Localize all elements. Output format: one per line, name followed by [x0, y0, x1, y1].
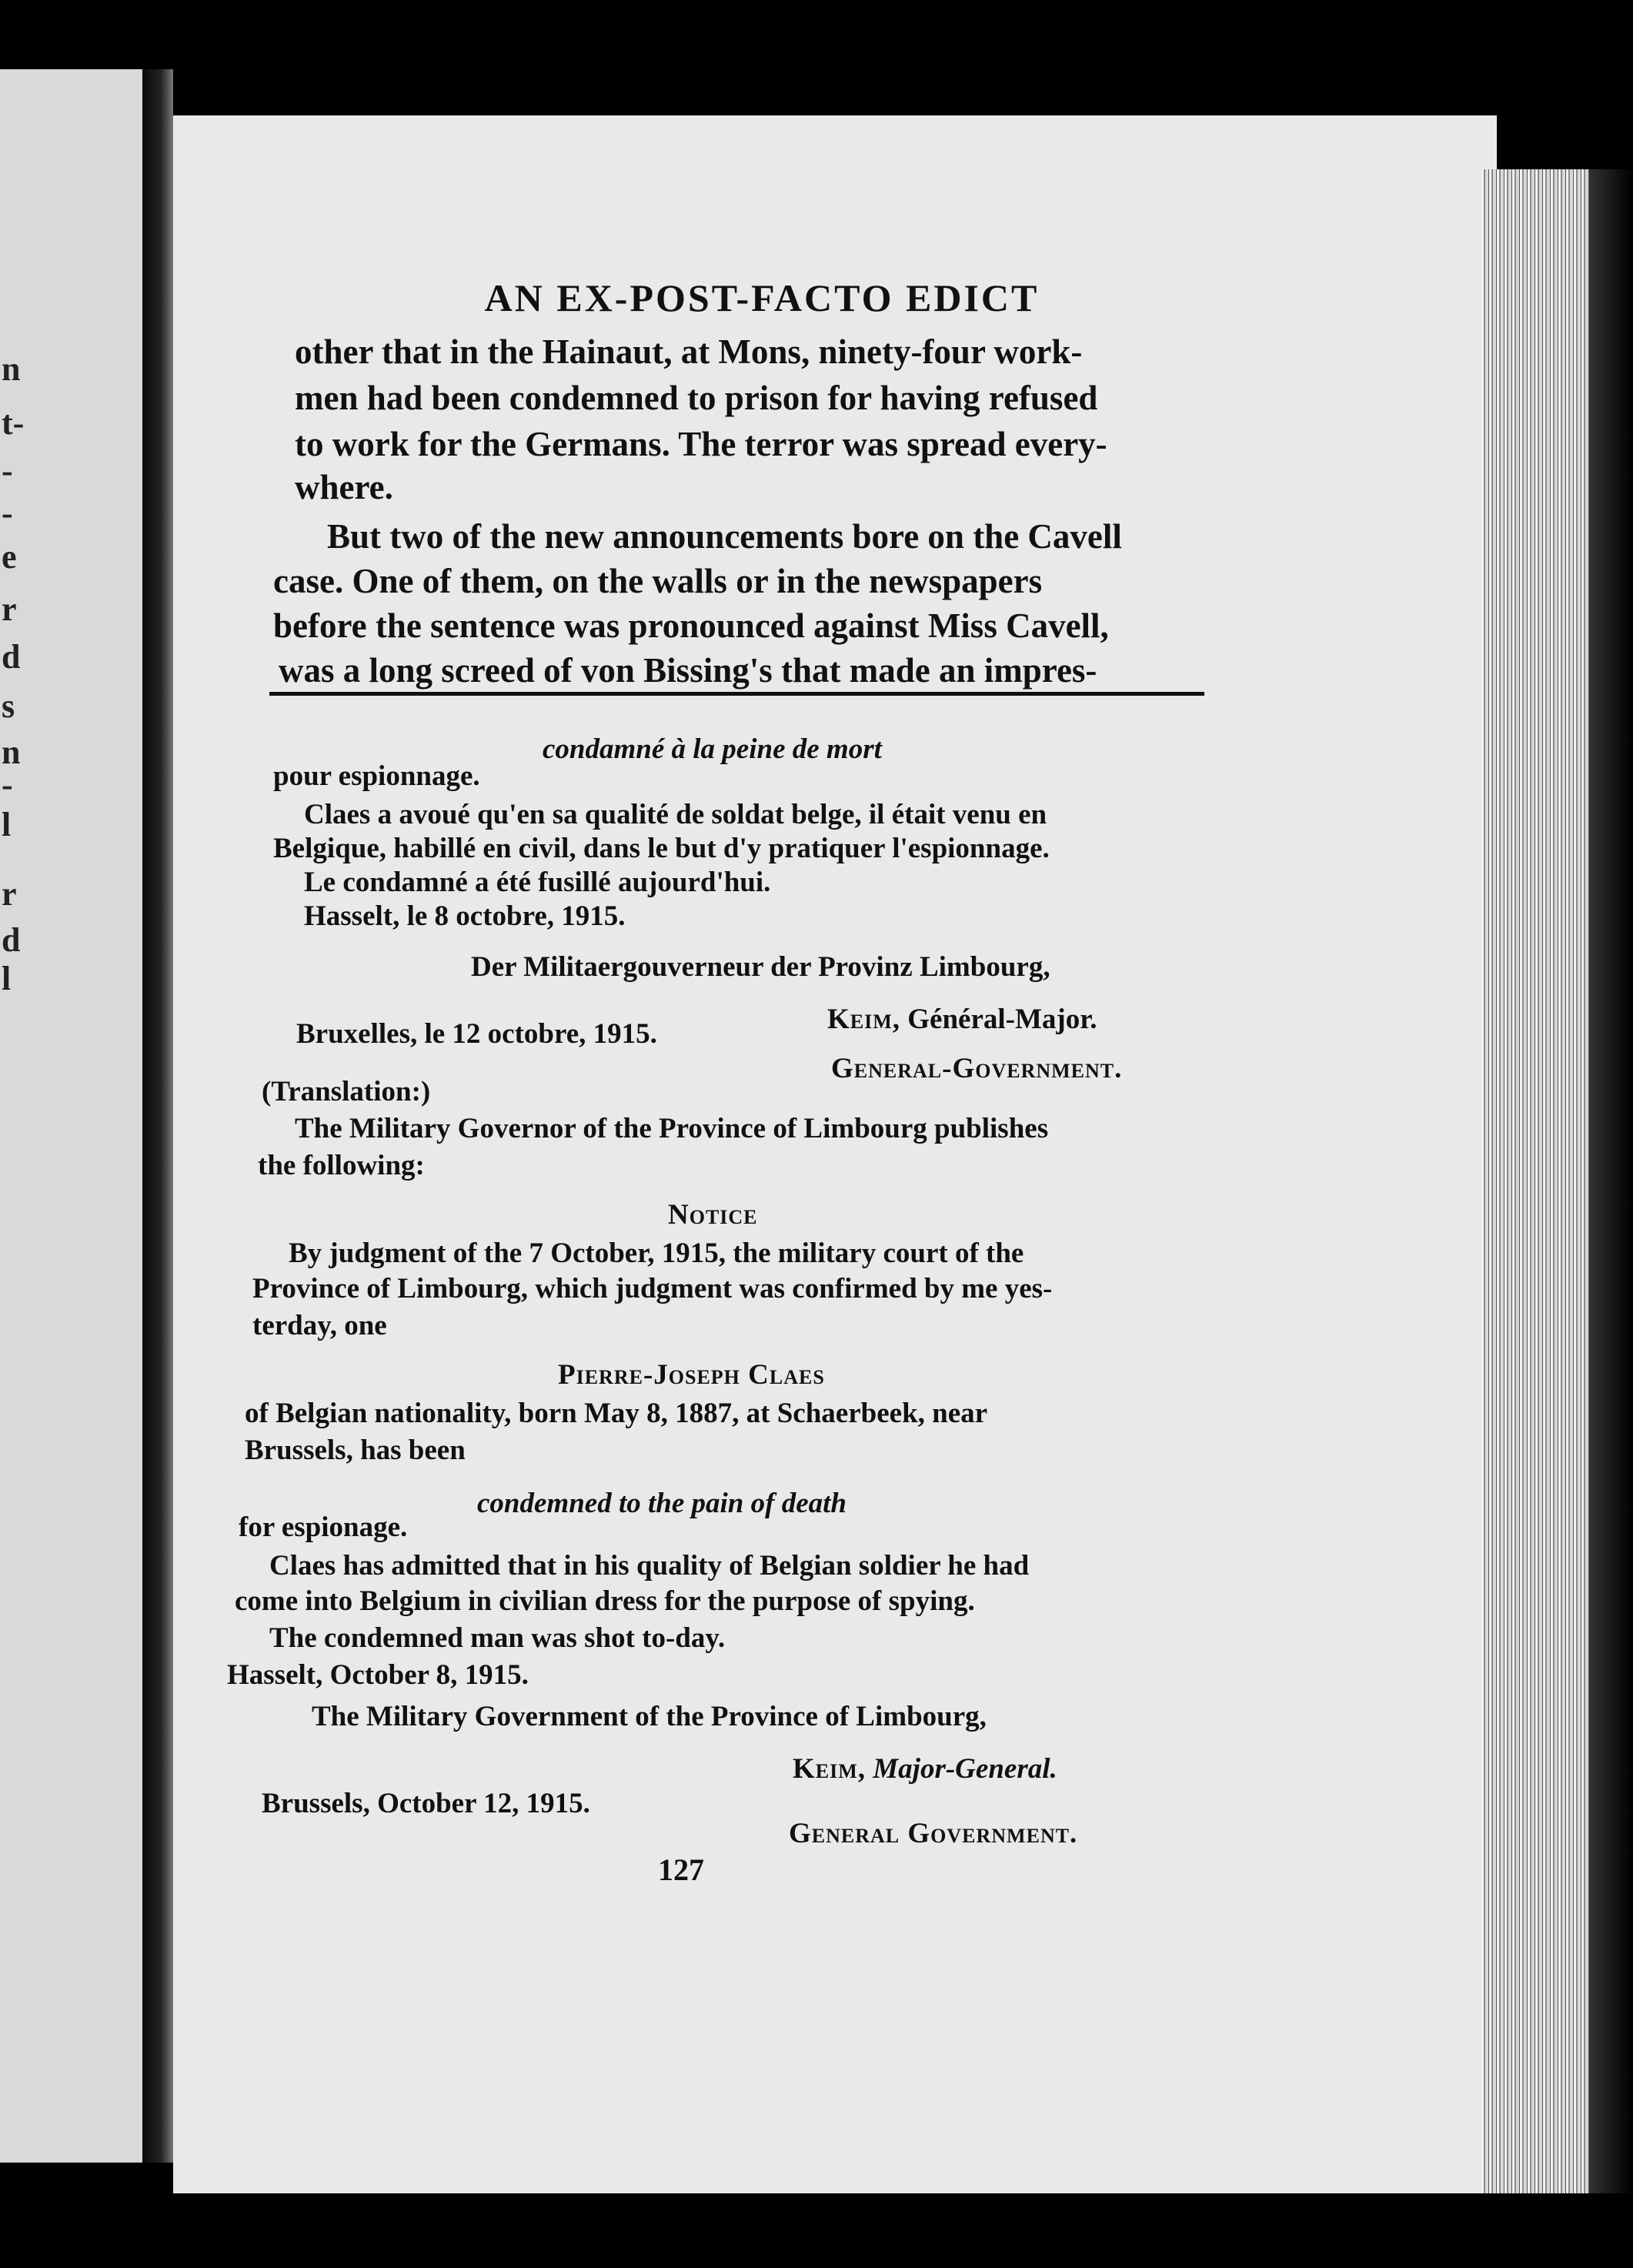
left-page-fragment: - — [2, 494, 13, 532]
signature-rank: Major-General. — [873, 1753, 1057, 1785]
left-page-fragment: r — [2, 875, 17, 913]
french-sentence-italic: condamné à la peine de mort — [543, 733, 882, 765]
book-gutter — [142, 69, 173, 2163]
english-line: The Military Governor of the Province of Limbourg publishes — [295, 1113, 1049, 1144]
french-line: Le condamné a été fusillé aujourd'hui. — [304, 867, 771, 898]
english-line: Hasselt, October 8, 1915. — [227, 1659, 529, 1691]
english-line: Claes has admitted that in his quality of Belgian soldier he had — [269, 1550, 1030, 1582]
body-line: before the sentence was pronounced against Miss Cavell, — [273, 606, 1109, 645]
body-line: other that in the Hainaut, at Mons, ninety-four work- — [295, 332, 1083, 371]
notice-heading: Notice — [668, 1199, 758, 1231]
body-line: case. One of them, on the walls or in the newspapers — [273, 562, 1043, 600]
english-line: By judgment of the 7 October, 1915, the military court of the — [289, 1238, 1024, 1269]
body-line: But two of the new announcements bore on the Cavell — [327, 517, 1122, 556]
french-signature — [827, 1005, 1097, 1034]
section-rule — [269, 692, 1204, 696]
french-issuer: General-Government. — [831, 1053, 1123, 1084]
left-page-fragment: l — [2, 960, 12, 997]
left-page-fragment: d — [2, 921, 21, 959]
english-line: of Belgian nationality, born May 8, 1887, at Schaerbeek, near — [245, 1398, 988, 1429]
condemned-name: Pierre-Joseph Claes — [558, 1359, 825, 1391]
left-page-fragment: l — [2, 806, 12, 843]
english-issuer: General Government. — [789, 1818, 1078, 1849]
french-line: Belgique, habillé en civil, dans le but d'y pratiquer l'espionnage. — [273, 833, 1050, 864]
french-line: pour espionnage. — [273, 760, 480, 792]
left-page-fragment: - — [2, 452, 13, 489]
left-page-fragment: e — [2, 538, 17, 576]
english-line: the following: — [258, 1150, 425, 1181]
left-page-fragment: - — [2, 766, 13, 803]
english-line: come into Belgium in civilian dress for the purpose of spying. — [235, 1585, 975, 1617]
english-line: The condemned man was shot to-day. — [269, 1622, 726, 1654]
signature-rank: Général-Major. — [907, 1004, 1097, 1035]
english-signature — [793, 1755, 1057, 1783]
english-line: for espionage. — [239, 1511, 408, 1543]
english-date-line: Brussels, October 12, 1915. — [262, 1788, 590, 1819]
english-line: terday, one — [252, 1310, 387, 1341]
signature-name: Keim, — [793, 1753, 867, 1785]
french-date-line: Bruxelles, le 12 octobre, 1915. — [296, 1018, 657, 1050]
body-line: where. — [295, 468, 393, 506]
english-line: Brussels, has been — [245, 1435, 466, 1466]
body-line: was a long screed of von Bissing's that made an impres- — [279, 651, 1097, 690]
page-edges — [1481, 169, 1589, 2193]
english-sentence-italic: condemned to the pain of death — [477, 1488, 847, 1519]
french-line: Hasselt, le 8 octobre, 1915. — [304, 900, 626, 932]
english-governor: The Military Government of the Province of Limbourg, — [312, 1701, 987, 1732]
signature-name: Keim, — [827, 1004, 901, 1035]
body-line: to work for the Germans. The terror was spread every- — [295, 425, 1107, 463]
french-line: Claes a avoué qu'en sa qualité de soldat belge, il était venu en — [304, 799, 1047, 830]
page-edge-shadow — [1589, 169, 1633, 2193]
left-page-fragment: r — [2, 590, 17, 628]
body-line: men had been condemned to prison for having refused — [295, 379, 1098, 417]
left-page-fragment: n — [2, 733, 21, 771]
english-line: Province of Limbourg, which judgment was confirmed by me yes- — [252, 1273, 1053, 1304]
running-head: AN EX-POST-FACTO EDICT — [484, 276, 1040, 319]
page-number: 127 — [658, 1852, 704, 1887]
left-page-fragment: t- — [2, 404, 25, 442]
left-page-fragment: s — [2, 687, 15, 725]
translation-label: (Translation:) — [262, 1076, 431, 1107]
left-page-fragment: d — [2, 638, 21, 676]
left-page-edge — [0, 69, 144, 2163]
french-governor: Der Militaergouverneur der Provinz Limbourg, — [471, 951, 1050, 983]
left-page-fragment: n — [2, 350, 21, 388]
